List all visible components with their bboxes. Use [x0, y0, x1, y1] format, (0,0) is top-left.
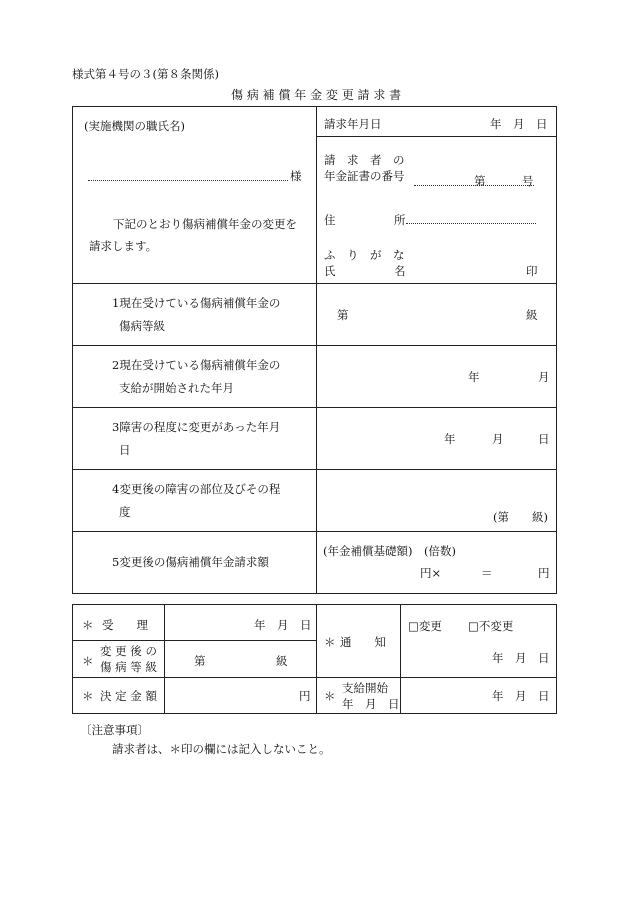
claimant-label-2: 年金証書の番号	[324, 169, 405, 183]
start-star: ＊	[324, 689, 336, 703]
form-title: 傷 病 補 償 年 金 変 更 請 求 書	[231, 88, 402, 102]
row2-nen: 年	[468, 370, 480, 384]
cert-dai: 第	[474, 174, 486, 188]
row2-tsuki: 月	[538, 370, 550, 384]
receipt-star: ＊	[82, 618, 94, 632]
row3-label-1: 3障害の程度に変更があった年月	[112, 420, 281, 434]
row-line-2	[72, 345, 557, 346]
row1-kyu: 級	[526, 308, 538, 322]
address-label-2: 所	[394, 213, 406, 227]
date-ymd[interactable]: 年 月 日	[490, 117, 548, 131]
row1-label-1: 1現在受けている傷病補償年金の	[112, 296, 281, 310]
name-label-2: 名	[394, 264, 406, 278]
receipt-ymd[interactable]: 年 月 日	[254, 618, 312, 632]
main-divider	[316, 106, 317, 594]
row2-label-2: 支給が開始された年月	[119, 381, 234, 395]
address-field-line[interactable]	[406, 223, 536, 224]
seal-label: 印	[526, 264, 538, 278]
decided-yen: 円	[299, 689, 311, 703]
lower-h1	[72, 640, 316, 641]
row5-yen-times: 円×	[420, 566, 442, 580]
lower-v2	[316, 604, 317, 714]
receipt-label: 受 理	[102, 618, 148, 632]
decided-label: 決 定 金 額	[100, 689, 157, 703]
row-line-1	[72, 283, 557, 284]
institution-label: (実施機関の職氏名)	[84, 119, 185, 133]
row3-nen: 年	[444, 432, 456, 446]
lower-v3	[400, 604, 401, 714]
cert-go: 号	[522, 174, 534, 188]
row3-tsuki: 月	[492, 432, 504, 446]
notes-title: 〔注意事項〕	[80, 723, 149, 737]
row1-dai: 第	[337, 308, 349, 322]
row-line-3	[72, 407, 557, 408]
decided-star: ＊	[82, 689, 94, 703]
notice-star: ＊	[324, 635, 336, 649]
notes-text: 請求者は、＊印の欄には記入しないこと。	[112, 742, 331, 756]
furigana-label: ふ り が な	[324, 248, 405, 262]
lower-v1	[164, 604, 165, 714]
row3-label-2: 日	[119, 443, 131, 457]
claimant-label-1: 請 求 者 の	[324, 153, 405, 167]
start-label-1: 支給開始	[342, 681, 388, 695]
row5-equals: ＝	[481, 566, 493, 580]
row5-label: 5変更後の傷病補償年金請求額	[112, 555, 269, 569]
grade-kyu: 級	[276, 654, 288, 668]
request-text-2: 請求します。	[89, 239, 158, 253]
row4-grade: (第 級)	[493, 510, 548, 524]
option-change[interactable]: □変更	[408, 619, 442, 633]
notice-ymd[interactable]: 年 月 日	[492, 651, 550, 665]
institution-field-line[interactable]	[88, 180, 288, 181]
grade-label-2: 傷 病 等 級	[100, 660, 157, 674]
row-line-4	[72, 469, 557, 470]
row-line-5	[72, 531, 557, 532]
option-nochange[interactable]: □不変更	[468, 619, 514, 633]
form-number: 様式第４号の３(第８条関係)	[72, 67, 219, 81]
start-ymd[interactable]: 年 月 日	[492, 689, 550, 703]
row5-basis-label: (年金補償基礎額) (倍数)	[323, 544, 456, 558]
sama-label: 様	[290, 169, 302, 183]
notice-label: 通 知	[340, 635, 386, 649]
name-label-1: 氏	[324, 264, 336, 278]
grade-dai: 第	[194, 654, 206, 668]
address-label-1: 住	[324, 213, 336, 227]
grade-label-1: 変 更 後 の	[100, 644, 157, 658]
row4-label-1: 4変更後の障害の部位及びその程	[112, 482, 281, 496]
row1-label-2: 傷病等級	[119, 319, 165, 333]
date-row-line	[316, 136, 557, 137]
row4-label-2: 度	[119, 505, 131, 519]
lower-h2	[72, 677, 557, 678]
row2-label-1: 2現在受けている傷病補償年金の	[112, 358, 281, 372]
grade-star: ＊	[82, 654, 94, 668]
start-label-2: 年 月 日	[342, 697, 400, 711]
date-label: 請求年月日	[324, 117, 382, 131]
row5-yen: 円	[538, 566, 550, 580]
row3-hi: 日	[538, 432, 550, 446]
request-text-1: 下記のとおり傷病補償年金の変更を	[113, 217, 297, 231]
